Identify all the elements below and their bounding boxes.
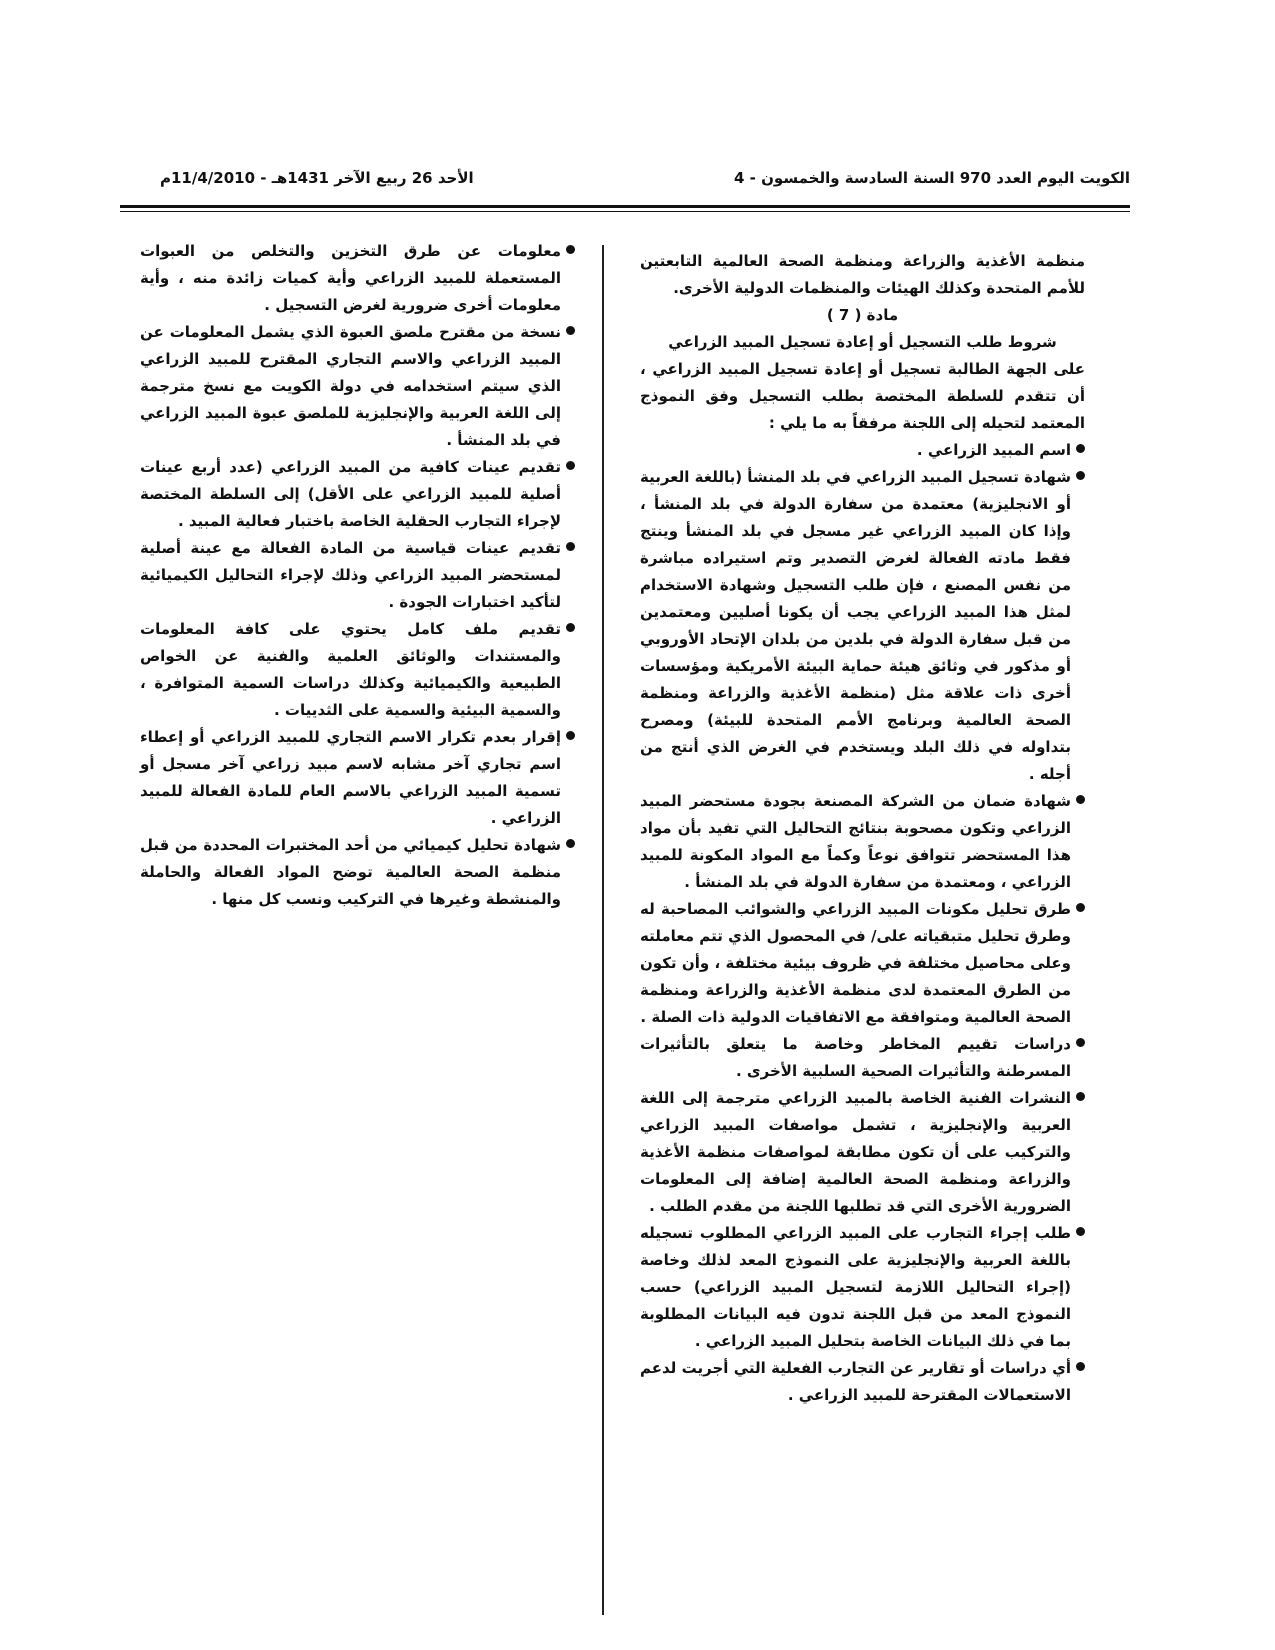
bullet-icon xyxy=(566,326,575,335)
bullet-icon xyxy=(1076,795,1085,804)
bullet-icon xyxy=(566,245,575,254)
bullet-icon xyxy=(566,542,575,551)
list-item xyxy=(640,464,1085,788)
column-divider xyxy=(602,245,604,1615)
list-item-text: نسخة من مقترح ملصق العبوة الذي يشمل المعلومات عن المبيد الزراعي والاسم التجاري المقترح للمبيد الزراعي الذي سيتم استخدامه في دولة الكويت مع نسخ مترجمة إلى اللغة العربية والإنجليزية للملصق عبوة المبيد الزراعي في بلد المنشأ . xyxy=(140,323,561,449)
list-item xyxy=(640,1031,1085,1085)
list-item-text: تقديم عينات قياسية من المادة الفعالة مع عينة أصلية لمستحضر المبيد الزراعي وذلك لإجراء التحاليل الكيميائية لتأكيد اختبارات الجودة . xyxy=(140,539,561,611)
intro-paragraph: منظمة الأغذية والزراعة ومنظمة الصحة العالمية التابعتين للأمم المتحدة وكذلك الهيئات والمنظمات الدولية الأخرى. xyxy=(640,252,1085,297)
list-item-text: طلب إجراء التجارب على المبيد الزراعي المطلوب تسجيله باللغة العربية والإنجليزية على النموذج المعد لذلك وخاصة (إجراء التحاليل اللازمة لتسجيل المبيد الزراعي) حسب النموذج المعد من قبل اللجنة تدون فيه البيانات المطلوبة بما في ذلك البيانات الخاصة بتحليل المبيد الزراعي . xyxy=(640,1224,1071,1350)
bullet-icon xyxy=(1076,444,1085,453)
bullet-icon xyxy=(566,839,575,848)
list-item-text: شهادة تحليل كيميائي من أحد المختبرات المحددة من قبل منظمة الصحة العالمية توضح المواد الفعالة والحاملة والمنشطة وغيرها في التركيب ونسب كل منها . xyxy=(140,836,561,908)
header-date: الأحد 26 ربيع الآخر 1431هـ - 11/4/2010م xyxy=(160,169,474,187)
bullet-icon xyxy=(1076,1227,1085,1236)
list-item-text: طرق تحليل مكونات المبيد الزراعي والشوائب المصاحبة له وطرق تحليل متبقياته على/ في المحصول الذي تتم معاملته وعلى محاصيل مختلفة في ظروف بيئية مختلفة ، وأن تكون من الطرق المعتمدة لدى منظمة الأغذية والزراعة ومنظمة الصحة العالمية ومتوافقة مع الاتفاقيات الدولية ذات الصلة . xyxy=(640,900,1071,1026)
list-item-text: شهادة تسجيل المبيد الزراعي في بلد المنشأ (باللغة العربية أو الانجليزية) معتمدة من سفارة الدولة في بلد المنشأ ، وإذا كان المبيد الزراعي غير مسجل في بلد المنشأ وينتج فقط مادته الفعالة لغرض التصدير وتم استيراده مباشرة من نفس المصنع ، فإن طلب التسجيل وشهادة الاستخدام لمثل هذا المبيد الزراعي يجب أن يكونا أصليين ومعتمدين من قبل سفارة الدولة في بلدين من بلدان الإتحاد الأوروبي أو مذكور في وثائق هيئة حماية البيئة الأمريكية ومؤسسات أخرى ذات علاقة مثل (منظمة الأغذية والزراعة ومنظمة الصحة العالمية وبرنامج الأمم المتحدة للبيئة) ومصرح بتداوله في ذلك البلد ويستخدم في الغرض الذي أنتج من أجله . xyxy=(639,468,1071,783)
bullet-icon xyxy=(1076,471,1085,480)
bullet-icon xyxy=(566,731,575,740)
page-header xyxy=(120,165,1130,201)
list-item-text: اسم المبيد الزراعي . xyxy=(916,441,1071,459)
list-item xyxy=(140,238,575,319)
list-item xyxy=(140,535,575,616)
list-item xyxy=(140,832,575,913)
list-item xyxy=(640,896,1085,1031)
list-item-text: النشرات الفنية الخاصة بالمبيد الزراعي مترجمة إلى اللغة العربية والإنجليزية ، تشمل مواصفات المبيد الزراعي والتركيب على أن تكون مطابقة لمواصفات منظمة الأغذية والزراعة ومنظمة الصحة العالمية إضافة إلى المعلومات الضرورية الأخرى التي قد تطلبها اللجنة من مقدم الطلب . xyxy=(640,1089,1071,1215)
header-rule-thin xyxy=(120,211,1130,212)
list-item-text: معلومات عن طرق التخزين والتخلص من العبوات المستعملة للمبيد الزراعي وأية كميات زائدة منه ، وأية معلومات أخرى ضرورية لغرض التسجيل . xyxy=(140,242,561,314)
header-rule-thick xyxy=(120,205,1130,208)
article-title: شروط طلب التسجيل أو إعادة تسجيل المبيد الزراعي xyxy=(668,333,1057,351)
list-item xyxy=(640,1220,1085,1355)
list-item xyxy=(140,724,575,832)
list-item xyxy=(140,454,575,535)
list-item xyxy=(640,1355,1085,1409)
right-column xyxy=(640,248,1085,1409)
header-publication-info: الكويت اليوم العدد 970 السنة السادسة والخمسون - 4 xyxy=(734,169,1130,187)
list-item-text: تقديم ملف كامل يحتوي على كافة المعلومات والمستندات والوثائق العلمية والفنية عن الخواص الطبيعية والكيميائية وكذلك دراسات السمية المتوافرة ، والسمية البيئية والسمية على الثدييات . xyxy=(140,620,561,719)
list-item xyxy=(140,319,575,454)
bullet-icon xyxy=(1076,1038,1085,1047)
bullet-icon xyxy=(566,623,575,632)
list-item xyxy=(640,437,1085,464)
bullet-icon xyxy=(1076,903,1085,912)
bullet-icon xyxy=(1076,1092,1085,1101)
left-column xyxy=(140,238,575,913)
list-item-text: دراسات تقييم المخاطر وخاصة ما يتعلق بالتأثيرات المسرطنة والتأثيرات الصحية السلبية الأخرى . xyxy=(640,1035,1071,1080)
list-item xyxy=(640,1085,1085,1220)
article-body: على الجهة الطالبة تسجيل أو إعادة تسجيل المبيد الزراعي ، أن تتقدم للسلطة المختصة بطلب التسجيل وفق النموذج المعتمد لتحيله إلى اللجنة مرفقاً به ما يلي : xyxy=(640,360,1085,432)
list-item xyxy=(140,616,575,724)
bullet-icon xyxy=(566,461,575,470)
list-item-text: تقديم عينات كافية من المبيد الزراعي (عدد أربع عينات أصلية للمبيد الزراعي على الأقل) إلى السلطة المختصة لإجراء التجارب الحقلية الخاصة باختبار فعالية المبيد . xyxy=(140,458,561,530)
list-item xyxy=(640,788,1085,896)
bullet-icon xyxy=(1076,1362,1085,1371)
article-number: مادة ( 7 ) xyxy=(826,306,899,324)
list-item-text: شهادة ضمان من الشركة المصنعة بجودة مستحضر المبيد الزراعي وتكون مصحوبة بنتائج التحاليل التي تفيد بأن مواد هذا المستحضر تتوافق نوعاً وكماً مع المواد المكونة للمبيد الزراعي ، ومعتمدة من سفارة الدولة في بلد المنشأ . xyxy=(640,792,1071,891)
list-item-text: أي دراسات أو تقارير عن التجارب الفعلية التي أجريت لدعم الاستعمالات المقترحة للمبيد الزراعي . xyxy=(640,1359,1071,1404)
list-item-text: إقرار بعدم تكرار الاسم التجاري للمبيد الزراعي أو إعطاء اسم تجاري آخر مشابه لاسم مبيد زراعي آخر مسجل أو تسمية المبيد الزراعي بالاسم العام للمادة الفعالة للمبيد الزراعي . xyxy=(140,728,561,827)
